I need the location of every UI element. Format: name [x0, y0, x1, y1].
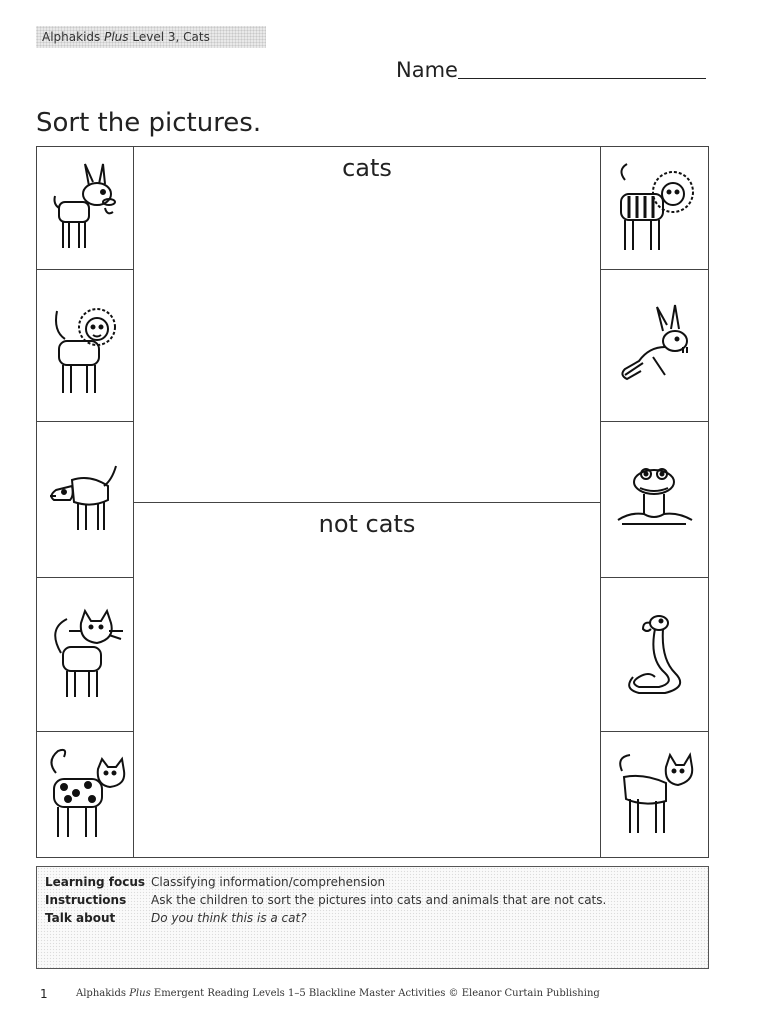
learning-focus-label: Learning focus	[45, 875, 146, 889]
instructions-row	[45, 891, 606, 909]
lion-icon	[45, 291, 125, 401]
footer-credit-text: Emergent Reading Levels 1–5 Blackline Master Activities © Eleanor Curtain Publishing	[153, 988, 600, 999]
picture-cell-left-2[interactable]	[36, 270, 133, 422]
page-number: 1	[40, 987, 48, 1001]
right-picture-column	[600, 146, 709, 858]
left-picture-column	[36, 146, 134, 858]
not-cats-drop-zone[interactable]	[134, 502, 600, 858]
talk-about-row	[45, 909, 307, 927]
footer-credit	[76, 988, 600, 999]
talk-about-label: Talk about	[45, 911, 116, 925]
dog-icon	[45, 158, 125, 258]
picture-cell-right-4[interactable]	[601, 578, 709, 732]
picture-cell-left-5[interactable]	[36, 732, 133, 858]
page-title: Sort the pictures.	[36, 108, 262, 138]
snake-icon	[615, 605, 695, 705]
instructions-label: Instructions	[45, 893, 127, 907]
rabbit-icon	[613, 301, 697, 391]
tiger-icon	[611, 158, 699, 258]
picture-cell-left-4[interactable]	[36, 578, 133, 732]
footer-series-italic: Plus	[129, 988, 151, 999]
not-cats-sort-area-label: not cats	[318, 510, 416, 538]
learning-focus-value: Classifying information/comprehension	[151, 875, 386, 889]
header-level: Level 3, Cats	[132, 30, 210, 44]
cat-icon	[610, 747, 700, 843]
picture-cell-right-3[interactable]	[601, 422, 709, 578]
instructions-value: Ask the children to sort the pictures into cats and animals that are not cats.	[151, 893, 607, 907]
learning-focus-row	[45, 873, 385, 891]
picture-cell-right-5[interactable]	[601, 732, 709, 858]
cats-sort-area-label: cats	[342, 154, 392, 182]
cat-icon	[43, 603, 127, 707]
picture-cell-right-2[interactable]	[601, 270, 709, 422]
name-line[interactable]	[458, 78, 706, 79]
dog-icon	[42, 460, 128, 540]
frog-icon	[610, 458, 700, 542]
talk-about-value: Do you think this is a cat?	[151, 911, 307, 925]
footer-series: Alphakids	[76, 988, 127, 999]
picture-cell-left-1[interactable]	[36, 146, 133, 270]
name-label: Name	[396, 58, 458, 82]
header-series-italic: Plus	[104, 30, 129, 44]
header-band	[36, 26, 266, 48]
header-series: Alphakids	[42, 30, 101, 44]
teacher-notes-box	[36, 866, 709, 969]
picture-cell-left-3[interactable]	[36, 422, 133, 578]
cats-drop-zone[interactable]	[134, 146, 600, 502]
spotted-cat-icon	[40, 743, 130, 847]
picture-cell-right-1[interactable]	[601, 146, 709, 270]
